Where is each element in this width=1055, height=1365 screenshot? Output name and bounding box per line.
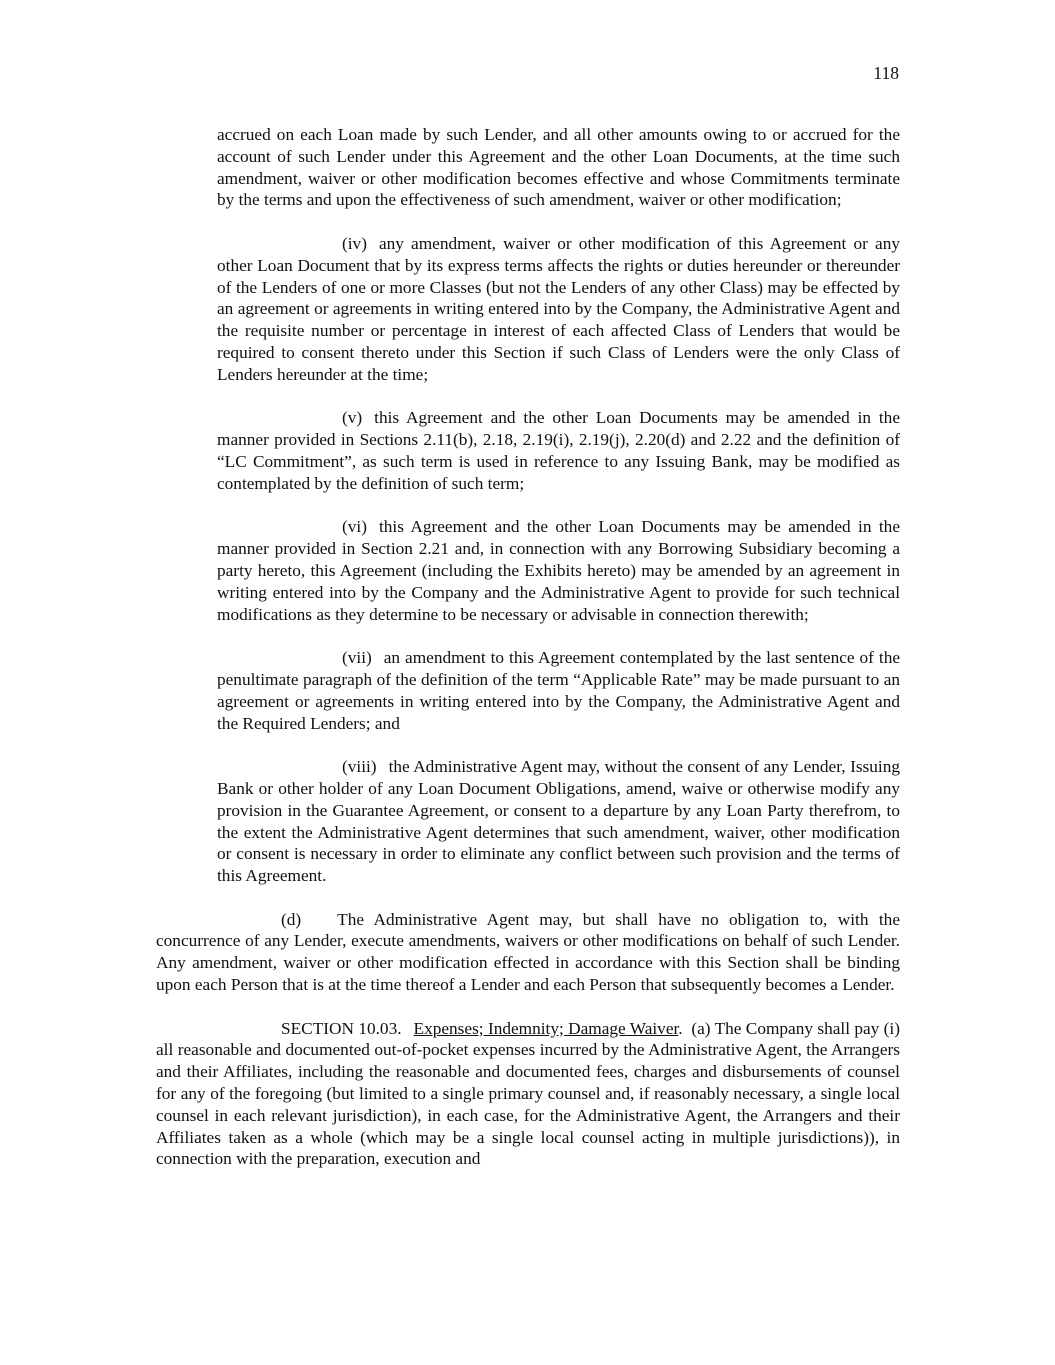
clause-text: this Agreement and the other Loan Documents may be amended in the manner provided in Section 2.21 and, in connection with any Borrowing Subsidiary becoming a party hereto, this Agreement (including the Exhibits hereto) may be amended by an agreement in writing entered into by the Company and the Administrative Agent to provide for such technical modifications as they determine to be necessary or advisable in connection therewith; (217, 517, 900, 624)
page-number: 118 (873, 63, 899, 83)
clause-iv (217, 233, 900, 386)
subsection-d (156, 909, 900, 996)
clause-text: any amendment, waiver or other modification of this Agreement or any other Loan Document that by its express terms affects the rights or duties hereunder or thereunder of the Lenders of one or more Classes (but not the Lenders of any other Class) may be effected by an agreement or agreements in writing entered into by the Company, the Administrative Agent and the requisite number or percentage in interest of each affected Class of Lenders that would be required to consent thereto under this Section if such Class of Lenders were the only Class of Lenders hereunder at the time; (217, 233, 900, 384)
clause-label: (viii) (342, 757, 377, 777)
clause-text: an amendment to this Agreement contemplated by the last sentence of the penultimate paragraph of the definition of the term “Applicable Rate” may be made pursuant to an agreement or agreements in writing entered into by the Company, the Administrative Agent and the Required Lenders; and (217, 648, 900, 733)
clause-viii (217, 756, 900, 887)
clause-text: the Administrative Agent may, without the consent of any Lender, Issuing Bank or other holder of any Loan Document Obligations, amend, waive or otherwise modify any provision in the Guarantee Agreement, or consent to a departure by any Loan Party therefrom, to the extent the Administrative Agent determines that such amendment, waiver, other modification or consent is necessary in order to eliminate any conflict between such provision and the terms of this Agreement. (217, 757, 900, 886)
clause-label: (vi) (342, 517, 367, 537)
clause-label: (vii) (342, 648, 372, 668)
paragraph-continuation: accrued on each Loan made by such Lender, and all other amounts owing to or accrued for the account of such Lender under this Agreement and the other Loan Documents, at the time such amendment, waiver or other modification becomes effective and whose Commitments terminate by the terms and upon the effectiveness of such amendment, waiver or other modification; (217, 125, 900, 210)
section-heading: Expenses; Indemnity; Damage Waiver (413, 1018, 679, 1038)
clause-label: (iv) (342, 233, 367, 253)
clause-vii (217, 647, 900, 734)
document-body (156, 124, 900, 1192)
clause-text: this Agreement and the other Loan Documents may be amended in the manner provided in Sections 2.11(b), 2.18, 2.19(i), 2.19(j), 2.20(d) and 2.22 and the definition of “LC Commitment”, as such term is used in reference to any Issuing Bank, may be modified as contemplated by the definition of such term; (217, 408, 900, 493)
section-number: SECTION 10.03. (281, 1018, 402, 1038)
subsection-text: The Administrative Agent may, but shall have no obligation to, with the concurrence of any Lender, execute amendments, waivers or other modifications on behalf of such Lender. Any amendment, waiver or other modification effected in accordance with this Section shall be binding upon each Person that is at the time thereof a Lender and each Person that subsequently becomes a Lender. (156, 909, 900, 995)
clause-label: (v) (342, 408, 363, 428)
subsection-label: (d) (281, 909, 302, 929)
section-10-03: SECTION 10.03. Expenses; Indemnity; Damage Waiver. (a) The Company shall pay (i) all reasonable and documented out-of-pocket expenses incurred by the Administrative Agent, the Arrangers and their Affiliates, including the reasonable and documented fees, charges and disbursements of counsel for any of the foregoing (but limited to a single primary counsel and, if reasonably necessary, a single local counsel in each relevant jurisdiction), in each case, for the Administrative Agent, the Arrangers and their Affiliates taken as a whole (which may be a single local counsel acting in multiple jurisdictions)), in connection with the preparation, execution and (156, 1018, 900, 1169)
clause-v (217, 407, 900, 494)
clause-vi (217, 516, 900, 625)
section-text: (a) The Company shall pay (i) all reasonable and documented out-of-pocket expenses incurred by the Administrative Agent, the Arrangers and their Affiliates, including the reasonable and documented fees, charges and disbursements of counsel for any of the foregoing (but limited to a single primary counsel and, if reasonably necessary, a single local counsel in each relevant jurisdiction), in each case, for the Administrative Agent, the Arrangers and their Affiliates taken as a whole (which may be a single local counsel acting in multiple jurisdictions)), in connection with the preparation, execution and (156, 1018, 900, 1169)
